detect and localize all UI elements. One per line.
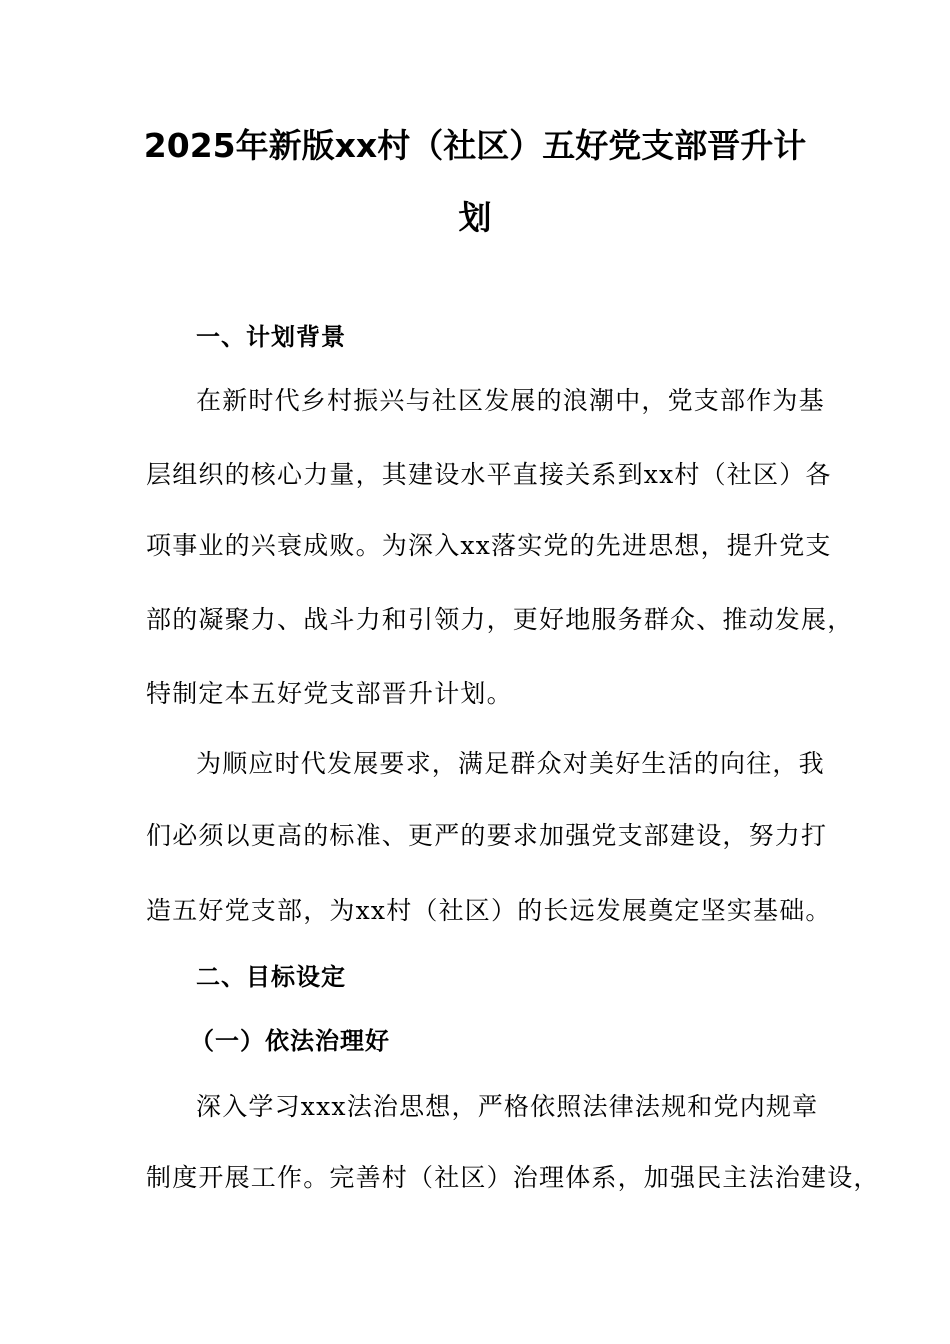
- paragraph-line: 深入学习xxx法治思想，严格依照法律法规和党内规章: [196, 1092, 819, 1121]
- paragraph-line: 项事业的兴衰成败。为深入xx落实党的先进思想，提升党支: [146, 531, 832, 560]
- paragraph-line: 制度开展工作。完善村（社区）治理体系，加强民主法治建设，: [146, 1163, 880, 1192]
- paragraph-line: 为顺应时代发展要求，满足群众对美好生活的向往，我: [196, 749, 825, 778]
- section-heading-background: 一、计划背景: [196, 323, 346, 351]
- paragraph-line: 们必须以更高的标准、更严的要求加强党支部建设，努力打: [146, 821, 828, 850]
- paragraph-line: 造五好党支部，为xx村（社区）的长远发展奠定坚实基础。: [146, 896, 832, 925]
- section-heading-goals: 二、目标设定: [196, 963, 346, 991]
- document-title-line-1: 2025年新版xx村（社区）五好党支部晋升计: [143, 126, 807, 165]
- document-title-line-2: 划: [458, 198, 492, 237]
- paragraph-line: 特制定本五好党支部晋升计划。: [146, 679, 513, 708]
- paragraph-line: 部的凝聚力、战斗力和引领力，更好地服务群众、推动发展，: [146, 605, 854, 634]
- subsection-heading-rule-of-law: （一）依法治理好: [190, 1027, 390, 1055]
- paragraph-line: 在新时代乡村振兴与社区发展的浪潮中，党支部作为基: [196, 386, 825, 415]
- paragraph-line: 层组织的核心力量，其建设水平直接关系到xx村（社区）各: [146, 460, 832, 489]
